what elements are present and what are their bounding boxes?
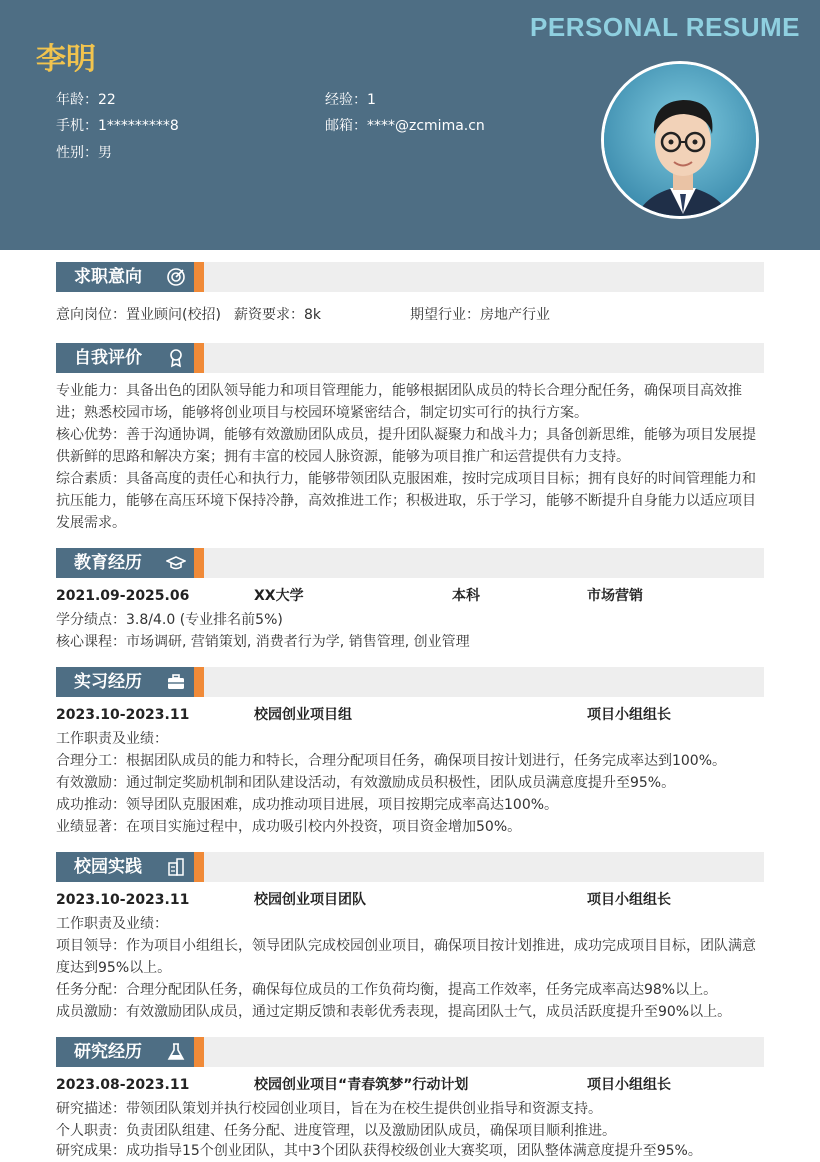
section-accent (194, 343, 204, 373)
campus-line: 任务分配：合理分配团队任务，确保每位成员的工作负荷均衡，提高工作效率，任务完成率高达98%以上。 (56, 982, 718, 998)
section-accent (194, 667, 204, 697)
section-title: 实习经历 (56, 667, 204, 697)
education-school: XX大学 (254, 588, 304, 604)
section-title: 校园实践 (56, 852, 204, 882)
section-accent (194, 1037, 204, 1067)
intent-industry: 期望行业：房地产行业 (410, 307, 550, 323)
education-degree: 本科 (452, 588, 480, 604)
internship-line: 有效激励：通过制定奖励机制和团队建设活动，有效激励成员积极性，团队成员满意度提升至95%。 (56, 775, 676, 791)
research-date: 2023.08-2023.11 (56, 1077, 190, 1093)
section-header-intent (56, 262, 764, 292)
section-header-research (56, 1037, 764, 1067)
campus-line: 度达到95%以上。 (56, 960, 172, 976)
self-eval-line: 发展需求。 (56, 515, 126, 531)
internship-line: 工作职责及业绩： (56, 731, 168, 747)
section-accent (194, 262, 204, 292)
education-line: 学分绩点：3.8/4.0 (专业排名前5%) (56, 612, 283, 628)
internship-line: 成功推动：领导团队克服困难，成功推动项目进展，项目按期完成率高达100%。 (56, 797, 559, 813)
flask-icon (166, 1042, 186, 1062)
section-accent (194, 548, 204, 578)
research-role: 项目小组组长 (587, 1077, 671, 1093)
self-eval-line: 供新鲜的思路和解决方案；拥有丰富的校园人脉资源，能够为项目推广和运营提供有力支持。 (56, 449, 630, 465)
section-header-campus (56, 852, 764, 882)
section-title: 自我评价 (56, 343, 204, 373)
campus-line: 成员激励：有效激励团队成员，通过定期反馈和表彰优秀表现，提高团队士气，成员活跃度提升至90%以上。 (56, 1004, 732, 1020)
target-icon (166, 267, 186, 287)
research-line: 个人职责：负责团队组建、任务分配、进度管理，以及激励团队成员，确保项目顺利推进。 (56, 1123, 616, 1139)
candidate-name: 李明 (36, 42, 96, 77)
internship-line: 合理分工：根据团队成员的能力和特长，合理分配项目任务，确保项目按计划进行，任务完成率达到100%。 (56, 753, 727, 769)
internship-role: 项目小组组长 (587, 707, 671, 723)
internship-org: 校园创业项目组 (254, 707, 352, 723)
self-eval-line: 抗压能力，能够在高压环境下保持冷静，高效推进工作；积极进取，乐于学习，能够不断提升自身能力以适应项目 (56, 493, 756, 509)
section-title: 教育经历 (56, 548, 204, 578)
research-org: 校园创业项目“青春筑梦”行动计划 (254, 1077, 469, 1093)
building-icon (166, 857, 186, 877)
education-major: 市场营销 (587, 588, 643, 604)
phone-field: 手机：1*********8 (56, 118, 179, 134)
section-title: 研究经历 (56, 1037, 204, 1067)
award-ribbon-icon (166, 348, 186, 368)
age-field: 年龄：22 (56, 92, 116, 108)
section-title: 求职意向 (56, 262, 204, 292)
section-accent (194, 852, 204, 882)
internship-date: 2023.10-2023.11 (56, 707, 190, 723)
education-line: 核心课程：市场调研, 营销策划, 消费者行为学, 销售管理, 创业管理 (56, 634, 470, 650)
profile-photo (601, 61, 759, 219)
gender-field: 性别：男 (56, 145, 112, 161)
intent-position: 意向岗位：置业顾问(校招) (56, 307, 221, 323)
avatar-illustration (604, 64, 759, 219)
header-banner (0, 0, 820, 250)
intent-salary: 薪资要求：8k (234, 307, 322, 323)
self-eval-line: 核心优势：善于沟通协调，能够有效激励团队成员，提升团队凝聚力和战斗力；具备创新思维，能够为项目发展提 (56, 427, 756, 443)
campus-role: 项目小组组长 (587, 892, 671, 908)
campus-line: 项目领导：作为项目小组组长，领导团队完成校园创业项目，确保项目按计划推进，成功完成项目目标，团队满意 (56, 938, 756, 954)
education-date: 2021.09-2025.06 (56, 588, 190, 604)
campus-org: 校园创业项目团队 (254, 892, 366, 908)
graduation-cap-icon (166, 553, 186, 573)
research-line: 研究成果：成功指导15个创业团队，其中3个团队获得校级创业大赛奖项，团队整体满意度提升至95%。 (56, 1143, 702, 1159)
self-eval-line: 专业能力：具备出色的团队领导能力和项目管理能力，能够根据团队成员的特长合理分配任务，确保项目高效推 (56, 383, 742, 399)
campus-line: 工作职责及业绩： (56, 916, 168, 932)
self-eval-line: 综合素质：具备高度的责任心和执行力，能够带领团队克服困难，按时完成项目目标；拥有良好的时间管理能力和 (56, 471, 756, 487)
internship-line: 业绩显著：在项目实施过程中，成功吸引校内外投资，项目资金增加50%。 (56, 819, 522, 835)
research-line: 研究描述：带领团队策划并执行校园创业项目，旨在为在校生提供创业指导和资源支持。 (56, 1101, 602, 1117)
section-header-self-eval (56, 343, 764, 373)
campus-date: 2023.10-2023.11 (56, 892, 190, 908)
email-field: 邮箱：****@zcmima.cn (325, 118, 485, 134)
section-header-internship (56, 667, 764, 697)
resume-title: PERSONAL RESUME (530, 12, 800, 42)
experience-field: 经验：1 (325, 92, 376, 108)
self-eval-line: 进；熟悉校园市场，能够将创业项目与校园环境紧密结合，制定切实可行的执行方案。 (56, 405, 588, 421)
briefcase-icon (166, 672, 186, 692)
section-header-education (56, 548, 764, 578)
